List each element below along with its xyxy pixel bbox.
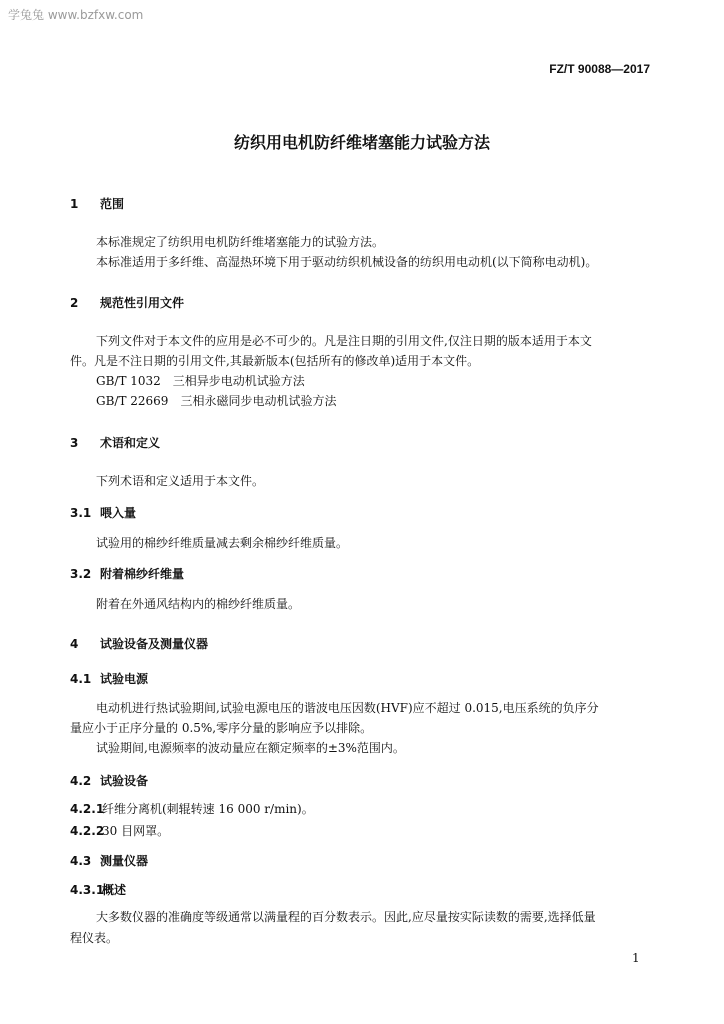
paragraph: 件。凡是不注日期的引用文件,其最新版本(包括所有的修改单)适用于本文件。 xyxy=(70,354,480,368)
section-title: 试验设备及测量仪器 xyxy=(100,637,209,651)
item-text: 30 目网罩。 xyxy=(102,824,170,838)
section-title: 范围 xyxy=(100,197,125,211)
term-title: 附着棉纱纤维量 xyxy=(100,567,185,581)
section-number: 4.2 xyxy=(70,774,92,788)
paragraph: 量应小于正序分量的 0.5%,零序分量的影响应予以排除。 xyxy=(70,721,373,735)
section-number: 1 xyxy=(70,197,79,211)
section-2-heading xyxy=(70,294,184,311)
section-number: 3.1 xyxy=(70,506,92,520)
section-number: 4 xyxy=(70,637,79,651)
paragraph: 程仪表。 xyxy=(70,931,119,945)
item-4-2-2 xyxy=(70,822,169,839)
paragraph: 下列文件对于本文件的应用是必不可少的。凡是注日期的引用文件,仅注日期的版本适用于本文 xyxy=(96,334,592,348)
paragraph: 本标准规定了纺织用电机防纤维堵塞能力的试验方法。 xyxy=(96,235,385,249)
subsection-4-3-heading xyxy=(70,852,148,869)
item-4-2-1 xyxy=(70,800,314,817)
section-title: 测量仪器 xyxy=(100,854,149,868)
section-title: 概述 xyxy=(102,883,127,897)
reference-item: GB/T 1032 三相异步电动机试验方法 xyxy=(96,374,305,388)
term-definition: 试验用的棉纱纤维质量减去剩余棉纱纤维质量。 xyxy=(96,536,349,550)
watermark-text: 学兔兔 www.bzfxw.com xyxy=(8,8,144,22)
page-number: 1 xyxy=(632,951,640,965)
section-3-heading xyxy=(70,434,160,451)
section-number: 2 xyxy=(70,296,79,310)
standard-code: FZ/T 90088—2017 xyxy=(549,62,650,76)
section-number: 3.2 xyxy=(70,567,92,581)
reference-item: GB/T 22669 三相永磁同步电动机试验方法 xyxy=(96,394,337,408)
section-number: 4.2.1 xyxy=(70,802,105,816)
section-number: 4.3 xyxy=(70,854,92,868)
term-3-1-heading xyxy=(70,504,136,521)
section-number: 4.2.2 xyxy=(70,824,105,838)
section-number: 4.1 xyxy=(70,672,92,686)
subsection-4-1-heading xyxy=(70,670,148,687)
paragraph: 试验期间,电源频率的波动量应在额定频率的±3%范围内。 xyxy=(96,741,405,755)
paragraph: 电动机进行热试验期间,试验电源电压的谐波电压因数(HVF)应不超过 0.015,电压系统的负序分 xyxy=(96,701,599,715)
section-title: 规范性引用文件 xyxy=(100,296,185,310)
section-title: 术语和定义 xyxy=(100,436,161,450)
term-title: 喂入量 xyxy=(100,506,137,520)
item-text: 纤维分离机(刺辊转速 16 000 r/min)。 xyxy=(102,802,314,816)
section-number: 4.3.1 xyxy=(70,883,105,897)
subsection-4-3-1-heading xyxy=(70,881,126,898)
term-definition: 附着在外通风结构内的棉纱纤维质量。 xyxy=(96,597,301,611)
section-title: 试验电源 xyxy=(100,672,149,686)
section-number: 3 xyxy=(70,436,79,450)
subsection-4-2-heading xyxy=(70,772,148,789)
section-4-heading xyxy=(70,635,208,652)
section-title: 试验设备 xyxy=(100,774,149,788)
document-title: 纺织用电机防纤维堵塞能力试验方法 xyxy=(233,133,490,152)
term-3-2-heading xyxy=(70,565,184,582)
paragraph: 本标准适用于多纤维、高湿热环境下用于驱动纺织机械设备的纺织用电动机(以下简称电动机)。 xyxy=(96,255,598,269)
section-1-heading xyxy=(70,195,124,212)
paragraph: 大多数仪器的准确度等级通常以满量程的百分数表示。因此,应尽量按实际读数的需要,选择低量 xyxy=(96,910,596,924)
paragraph: 下列术语和定义适用于本文件。 xyxy=(96,474,265,488)
